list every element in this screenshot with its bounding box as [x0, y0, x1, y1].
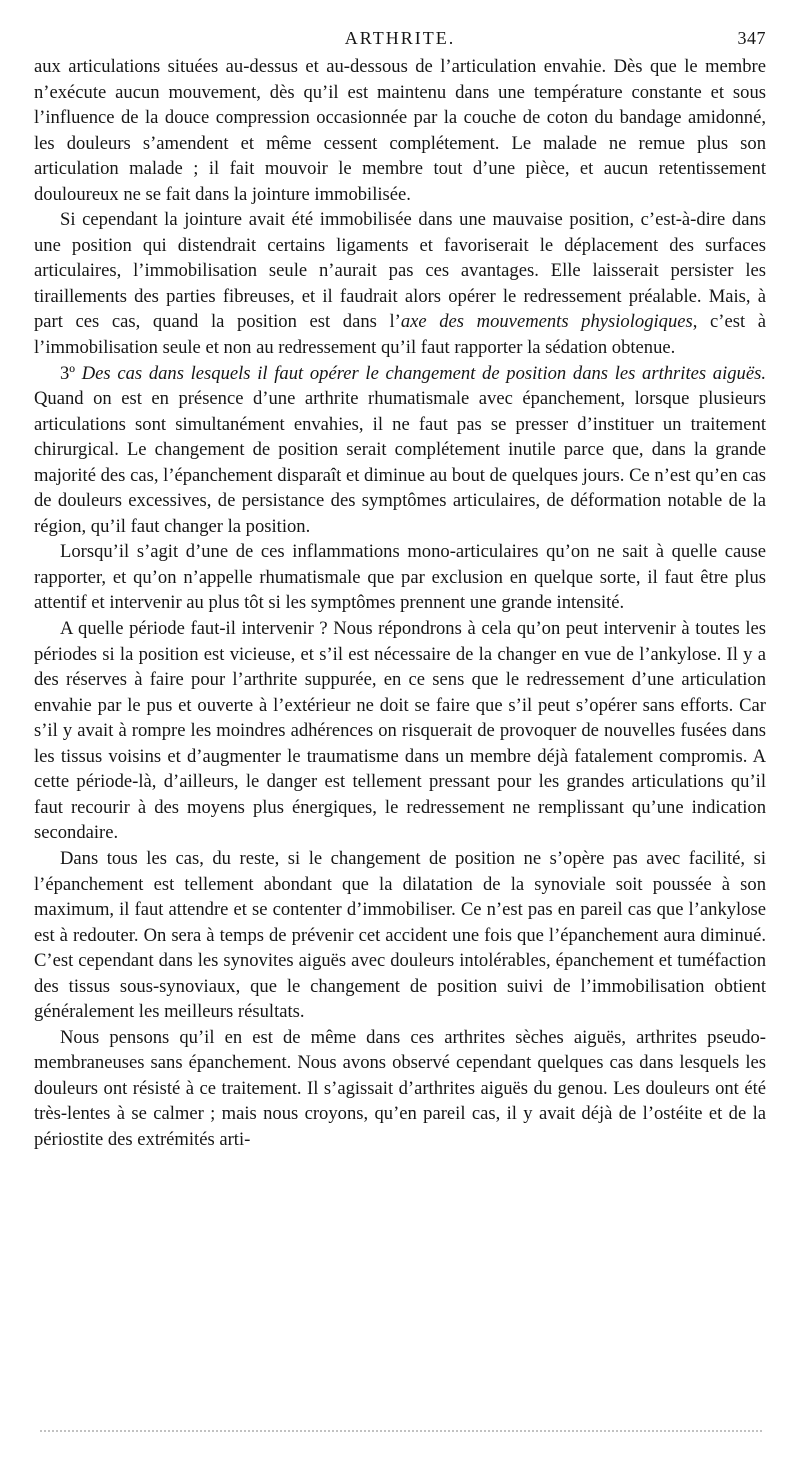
- paragraph-text: Quand on est en présence d’une arthrite rhumatismale avec épanchement, lorsque plusieurs articulations sont simultanément envahies, il ne faut pas se presser d’instituer un traitement chirurgical. Le changement de position serait complétement inutile parce que, dans la grande majorité des cas, l’épanchement disparaît et diminue au bout de quelques jours. Ce n’est qu’en cas de douleurs excessives, de persistance des symptômes articulaires, de déformation notable de la région, qu’il faut changer la position.: [34, 388, 766, 537]
- paragraph-text: , c’est à l’immobilisation seule et non au redressement qu’il faut rapporter la sédation obtenue.: [34, 311, 766, 359]
- body-text: [34, 54, 766, 1153]
- paragraph-text: Si cependant la jointure avait été immobilisée dans une mauvaise position, c’est-à-dire dans une position qui distendrait certains ligaments et favoriserait le déplacement des surfaces articulaires, l’immobilisation seule n’aurait pas ces avantages. Elle laisserait persister les tiraillements des parties fibreuses, et il faudrait alors opérer le redressement préalable. Mais, à part ces cas, quand la position est dans l’: [34, 209, 766, 333]
- paragraph-1: [34, 54, 766, 207]
- paragraph-7: [34, 1025, 766, 1153]
- book-page: [34, 28, 766, 1153]
- paragraph-5: [34, 616, 766, 846]
- section-heading: Des cas dans lesquels il faut opérer le changement de position dans les arthrites aiguës.: [81, 362, 766, 384]
- paragraph-2: [34, 207, 766, 360]
- italic-phrase: axe des mouvements physiologiques: [400, 311, 693, 333]
- paragraph-text: Dans tous les cas, du reste, si le changement de position ne s’opère pas avec facilité, si l’épanchement est tellement abondant que la dilatation de la synoviale soit poussée à son maximum, il faut attendre et se contenter d’immobiliser. Ce n’est pas en pareil cas que l’ankylose est à redouter. On sera à temps de prévenir cet accident une fois que l’épanchement aura diminué. C’est cependant dans les synovites aiguës avec douleurs intolérables, épanchement et tuméfaction des tissus sous-synoviaux, que le changement de position suivi de l’immobilisation obtient généralement les meilleurs résultats.: [34, 847, 766, 1023]
- paragraph-text: Nous pensons qu’il en est de même dans ces arthrites sèches aiguës, arthrites pseudo-membraneuses sans épanchement. Nous avons observé cependant quelques cas dans lesquels les douleurs ont résisté à ce traitement. Il s’agissait d’arthrites aiguës du genou. Les douleurs ont été très-lentes à se calmer ; mais nous croyons, qu’en pareil cas, il y avait déjà de l’ostéite et de la périostite des extrémités arti-: [34, 1026, 766, 1150]
- paragraph-text: A quelle période faut-il intervenir ? Nous répondrons à cela qu’on peut intervenir à toutes les périodes si la position est vicieuse, et s’il est nécessaire de la changer en vue de l’ankylose. Il y a des réserves à faire pour l’arthrite suppurée, en ce sens que le redressement d’une articulation envahie par le pus et ouverte à l’extérieur ne doit se faire que s’il peut s’opérer sans efforts. Car s’il y avait à rompre les moindres adhérences on risquerait de provoquer de nouvelles fusées dans les tissus voisins et d’augmenter le traumatisme dans un membre déjà fatalement compromis. A cette période-là, d’ailleurs, le danger est tellement pressant pour les grandes articulations qu’il faut recourir à des moyens plus énergiques, le redressement ne remplissant qu’une indication secondaire.: [34, 618, 766, 844]
- paragraph-3: [34, 361, 766, 540]
- footer-rule: [40, 1430, 762, 1432]
- page-number: 347: [737, 28, 766, 48]
- paragraph-6: [34, 846, 766, 1025]
- paragraph-text: aux articulations situées au-dessus et au-dessous de l’articulation envahie. Dès que le membre n’exécute aucun mouvement, dès qu’il est maintenu dans une température constante et sous l’influence de la douce compression occasionnée par la couche de coton du bandage amidonné, les douleurs s’amendent et même cessent complétement. Le malade ne remue plus son articulation malade ; il fait mouvoir le membre tout d’une pièce, et aucun retentissement douloureux ne se fait dans la jointure immobilisée.: [34, 56, 766, 205]
- paragraph-4: [34, 539, 766, 616]
- running-title: ARTHRITE.: [344, 28, 456, 48]
- section-number: 3º: [60, 362, 82, 384]
- running-head: [34, 28, 766, 54]
- paragraph-text: Lorsqu’il s’agit d’une de ces inflammations mono-articulaires qu’on ne sait à quelle cause rapporter, et qu’on n’appelle rhumatismale que par exclusion en quelque sorte, il faut être plus attentif et intervenir au plus tôt si les symptômes prennent une grande intensité.: [34, 541, 766, 614]
